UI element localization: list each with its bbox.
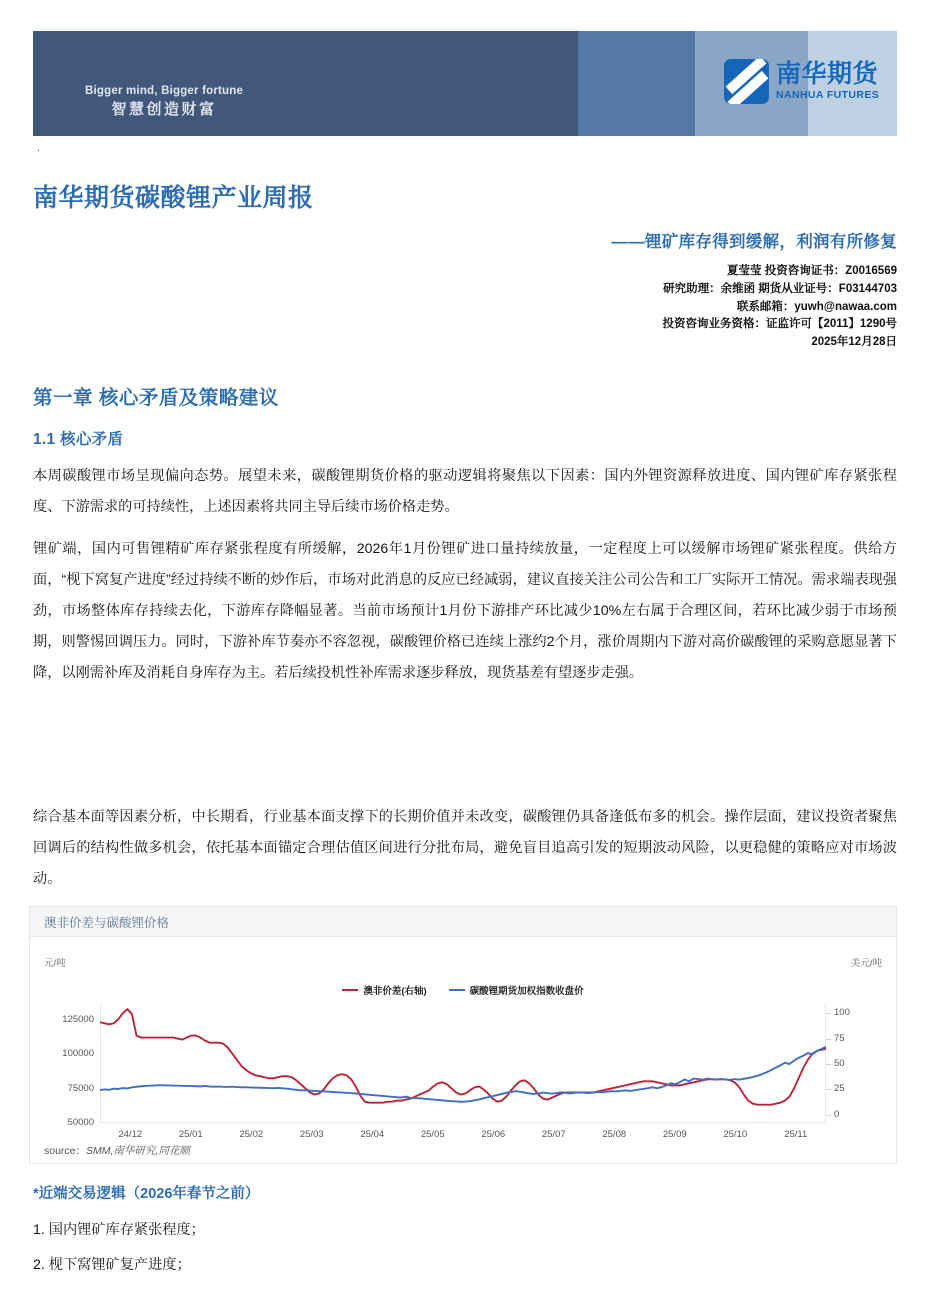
x-axis-tick-label: 25/05 bbox=[420, 1129, 445, 1140]
x-axis-tick-label: 25/04 bbox=[360, 1129, 385, 1140]
page-subtitle: ——锂矿库存得到缓解，利润有所修复 bbox=[611, 233, 897, 251]
chart-panel bbox=[29, 906, 897, 1164]
stray-mark: . bbox=[37, 143, 40, 154]
paragraph-3: 综合基本面等因素分析，中长期看，行业基本面支撑下的长期价值并未改变，碳酸锂仍具备逢低布多的机会。操作层面，建议投资者聚焦回调后的结构性做多机会，依托基本面锚定合理估值区间进行分批布局，避免盲目追高引发的短期波动风险，以更稳健的策略应对市场波动。 bbox=[33, 809, 897, 887]
slogan-english: Bigger mind, Bigger fortune bbox=[85, 85, 244, 97]
right-axis-tick-mark bbox=[826, 1064, 831, 1065]
chapter-heading: 第一章 核心矛盾及策略建议 bbox=[33, 387, 279, 409]
legend-label-spread: 澳非价差(右轴) bbox=[363, 986, 427, 997]
right-axis-tick-mark bbox=[826, 1013, 831, 1014]
meta-email: 联系邮箱：yuwh@nawaa.com bbox=[736, 300, 897, 313]
chart-header bbox=[30, 907, 896, 937]
meta-analyst: 夏莹莹 投资咨询证书：Z0016569 bbox=[727, 265, 897, 277]
x-axis-tick-label: 25/10 bbox=[723, 1129, 748, 1140]
slogan-chinese: 智慧创造财富 bbox=[111, 101, 217, 119]
author-meta-block bbox=[662, 263, 897, 352]
meta-license: 投资咨询业务资格：证监许可【2011】1290号 bbox=[662, 318, 897, 331]
nanhua-logo-icon bbox=[724, 59, 769, 104]
logo-name-english: NANHUA FUTURES bbox=[776, 89, 880, 102]
x-axis-tick-label: 25/02 bbox=[239, 1129, 264, 1140]
source-label: source： bbox=[44, 1145, 87, 1157]
company-logo bbox=[724, 59, 879, 104]
right-axis-tick-label: 25 bbox=[834, 1083, 845, 1095]
right-axis-tick-label: 100 bbox=[834, 1007, 850, 1019]
right-axis-tick-label: 0 bbox=[834, 1108, 840, 1120]
left-axis-tick-label: 125000 bbox=[62, 1014, 94, 1026]
x-axis-tick-label: 25/11 bbox=[784, 1129, 808, 1140]
legend-item-spread bbox=[342, 983, 426, 997]
chart-plot-area bbox=[100, 1003, 826, 1123]
right-axis-unit: 美元/吨 bbox=[850, 958, 882, 969]
x-axis-tick-label: 25/07 bbox=[541, 1129, 566, 1140]
legend-swatch-spread bbox=[342, 989, 358, 992]
chart-source bbox=[44, 1143, 190, 1158]
section-heading-1-1: 1.1 核心矛盾 bbox=[33, 431, 124, 448]
x-axis-tick-label: 24/12 bbox=[118, 1129, 143, 1140]
trading-logic-item: 1. 国内锂矿库存紧张程度； bbox=[33, 1222, 205, 1238]
right-axis-tick-mark bbox=[826, 1115, 831, 1116]
chart-title: 澳非价差与碳酸锂价格 bbox=[44, 915, 170, 930]
x-axis-tick-label: 25/03 bbox=[299, 1129, 324, 1140]
source-value: SMM,南华研究,同花顺 bbox=[86, 1145, 190, 1157]
logo-wordmark bbox=[776, 62, 879, 101]
banner-slogan bbox=[85, 84, 243, 120]
trading-logic-item: 2. 枧下窝锂矿复产进度； bbox=[33, 1257, 191, 1273]
x-axis-tick-label: 25/08 bbox=[602, 1129, 627, 1140]
paragraph-1: 本周碳酸锂市场呈现偏向态势。展望未来，碳酸锂期货价格的驱动逻辑将聚焦以下因素：国内外锂资源释放进度、国内锂矿库存紧张程度、下游需求的可持续性，上述因素将共同主导后续市场价格走势。 bbox=[33, 468, 897, 515]
logo-name-chinese: 南华期货 bbox=[776, 60, 879, 89]
meta-date: 2025年12月28日 bbox=[811, 336, 897, 349]
trading-logic-title: *近端交易逻辑（2026年春节之前） bbox=[33, 1186, 260, 1202]
x-axis-ticks bbox=[100, 1129, 826, 1145]
meta-assistant: 研究助理：余维函 期货从业证号：F03144703 bbox=[663, 282, 897, 295]
left-axis-tick-label: 100000 bbox=[62, 1048, 94, 1060]
right-axis-tick-label: 75 bbox=[834, 1032, 845, 1044]
legend-label-lithium: 碳酸锂期货加权指数收盘价 bbox=[469, 986, 584, 997]
left-axis-unit: 元/吨 bbox=[44, 958, 66, 969]
legend-item-lithium bbox=[449, 983, 584, 997]
left-axis-tick-label: 75000 bbox=[67, 1082, 94, 1094]
left-axis-tick-label: 50000 bbox=[67, 1117, 94, 1128]
page-title: 南华期货碳酸锂产业周报 bbox=[33, 184, 314, 212]
chart-legend bbox=[30, 983, 896, 997]
x-axis-tick-label: 25/09 bbox=[662, 1129, 687, 1140]
x-axis-tick-label: 25/01 bbox=[178, 1129, 203, 1140]
banner-band-2 bbox=[578, 31, 695, 136]
paragraph-2: 锂矿端，国内可售锂精矿库存紧张程度有所缓解，2026年1月份锂矿进口量持续放量，一定程度上可以缓解市场锂矿紧张程度。供给方面，“枧下窝复产进度”经过持续不断的炒作后，市场对此消息的反应已经减弱，建议直接关注公司公告和工厂实际开工情况。需求端表现强劲，市场整体库存持续去化，下游库存降幅显著。当前市场预计1月份下游排产环比减少10%左右属于合理区间，若环比减少弱于市场预期，则警惕回调压力。同时，下游补库节奏亦不容忽视，碳酸锂价格已连续上涨约2个月，涨价周期内下游对高价碳酸锂的采购意愿显著下降，以刚需补库及消耗自身库存为主。若后续投机性补库需求逐步释放，现货基差有望逐步走强。 bbox=[33, 541, 897, 681]
right-axis-tick-label: 50 bbox=[834, 1058, 845, 1070]
chart-body bbox=[30, 937, 896, 1163]
right-axis-tick-mark bbox=[826, 1039, 831, 1040]
x-axis-tick-label: 25/06 bbox=[481, 1129, 506, 1140]
right-axis-tick-mark bbox=[826, 1089, 831, 1090]
legend-swatch-lithium bbox=[449, 989, 465, 992]
